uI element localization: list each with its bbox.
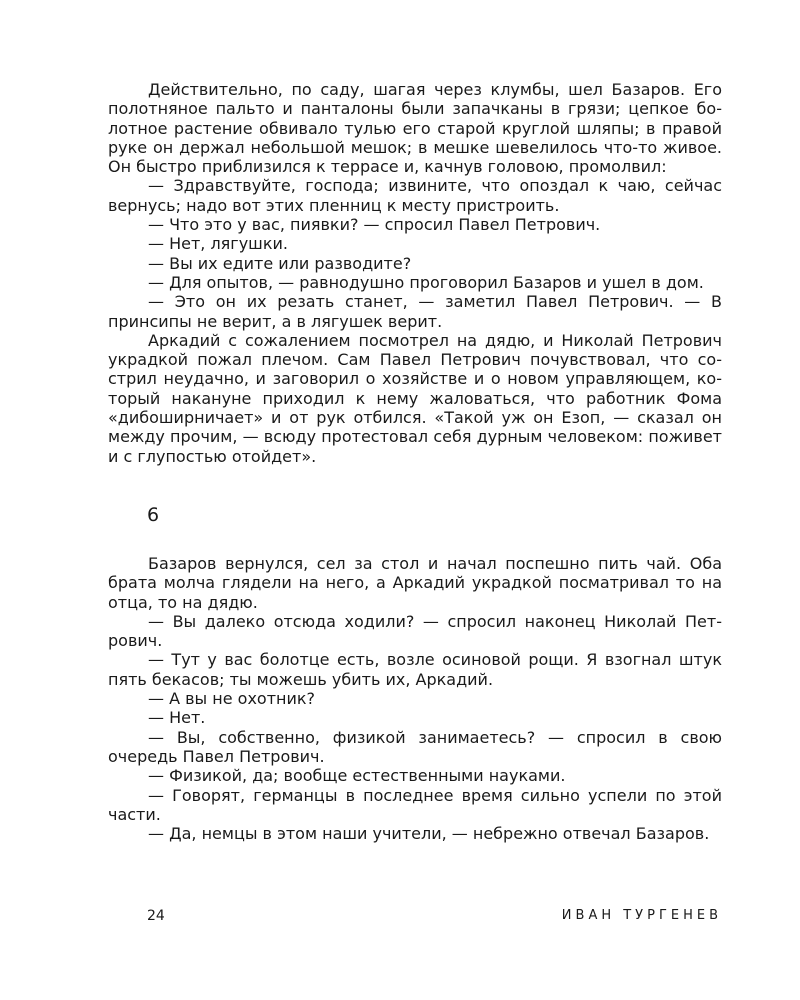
section-part-2 [108, 554, 722, 843]
running-head: ИВАН ТУРГЕНЕВ [561, 908, 722, 923]
paragraph: — Нет, лягушки. [148, 234, 288, 254]
paragraph: — Вы их едите или разводите? [148, 253, 412, 273]
page-body [108, 80, 722, 843]
paragraph: Базаров вернулся, сел за стол и начал поспешно пить чай. Оба брата молча глядели на него, а Аркадий украдкой посматривал то на отца, то на дядю. [108, 553, 722, 612]
paragraph: — Говорят, германцы в последнее время сильно успели по этой части. [108, 785, 722, 824]
paragraph: — А вы не охотник? [148, 689, 316, 709]
paragraph: — Тут у вас болотце есть, возле осиновой рощи. Я взогнал штук пять бекасов; ты можешь убить их, Аркадий. [108, 650, 722, 689]
paragraph: — Физикой, да; вообще естественными науками. [148, 766, 566, 786]
paragraph: — Нет. [148, 708, 206, 728]
paragraph: Аркадий с сожалением посмотрел на дядю, и Николай Петрович украдкой пожал плечом. Сам Павел Петрович почувствовал, что сострил неудачно, и заговорил о хозяйстве и о новом управляющем, который накануне приходил к нему жаловаться, что работник Фома «дибоширничает» и от рук отбился. «Такой уж он Езоп, — сказал он между прочим, — всюду протестовал себя дурным человеком: поживет и с глупостью отойдет». [108, 330, 722, 466]
paragraph: — Это он их резать станет, — заметил Павел Петрович. — В принсипы не верит, а в лягушек верит. [108, 292, 722, 331]
paragraph: — Здравствуйте, господа; извините, что опоздал к чаю, сейчас вернусь; надо вот этих пленниц к месту пристроить. [108, 176, 722, 215]
paragraph: — Что это у вас, пиявки? — спросил Павел Петрович. [148, 215, 601, 235]
paragraph: — Да, немцы в этом наши учители, — небрежно отвечал Базаров. [148, 824, 710, 844]
page-footer [147, 906, 722, 926]
paragraph: Действительно, по саду, шагая через клумбы, шел Базаров. Его полотняное пальто и панталоны были запачканы в грязи; цепкое болотное растение обвивало тулью его старой круглой шляпы; в правой руке он держал небольшой мешок; в мешке шевелилось что-то живое. Он быстро приблизился к террасе и, качнув головою, промолвил: [108, 80, 722, 177]
paragraph: — Вы, собственно, физикой занимаетесь? — спросил в свою очередь Павел Петрович. [108, 727, 722, 766]
page-number: 24 [147, 908, 165, 924]
paragraph: — Вы далеко отсюда ходили? — спросил наконец Николай Петрович. [108, 611, 722, 651]
section-part-1 [108, 80, 722, 466]
paragraph: — Для опытов, — равнодушно проговорил Базаров и ушел в дом. [148, 272, 704, 292]
chapter-number: 6 [147, 503, 160, 526]
